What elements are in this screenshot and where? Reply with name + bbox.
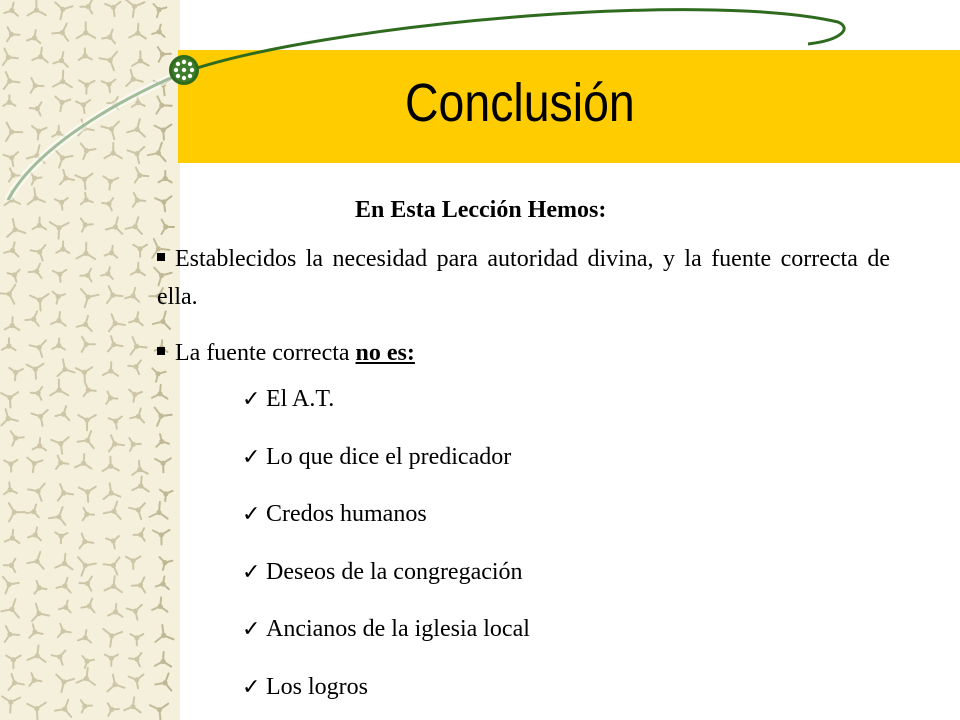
square-bullet-icon	[157, 347, 165, 355]
checkmark-icon: ✓	[242, 673, 261, 699]
bullet-point-2-text: La fuente correcta	[175, 340, 356, 366]
checklist-item: ✓ Ancianos de la iglesia local	[242, 616, 530, 642]
bullet-point-1-text: Establecidos la necesidad para autoridad divina, y la fuente correcta de ella.	[157, 246, 890, 310]
slide-title: Conclusión	[405, 73, 635, 133]
checklist-item: ✓ Credos humanos	[242, 501, 427, 527]
emphasis-text: no es:	[355, 340, 415, 366]
bullet-point-2	[157, 334, 415, 372]
checklist	[242, 384, 530, 720]
checklist-item: ✓ El A.T.	[242, 386, 335, 412]
checklist-item: ✓ Los logros	[242, 673, 368, 700]
checkmark-icon: ✓	[242, 616, 261, 641]
checkmark-icon: ✓	[242, 501, 261, 526]
square-bullet-icon	[157, 253, 165, 261]
checklist-item: ✓ Lo que dice el predicador	[242, 443, 512, 470]
checkmark-icon: ✓	[242, 558, 261, 584]
checkmark-icon: ✓	[242, 443, 261, 469]
checkmark-icon: ✓	[242, 386, 261, 411]
dotted-orb-icon	[169, 55, 199, 85]
checklist-item: ✓ Deseos de la congregación	[242, 558, 523, 585]
bullet-point-1	[157, 240, 890, 316]
section-subtitle: En Esta Lección Hemos:	[355, 197, 607, 223]
